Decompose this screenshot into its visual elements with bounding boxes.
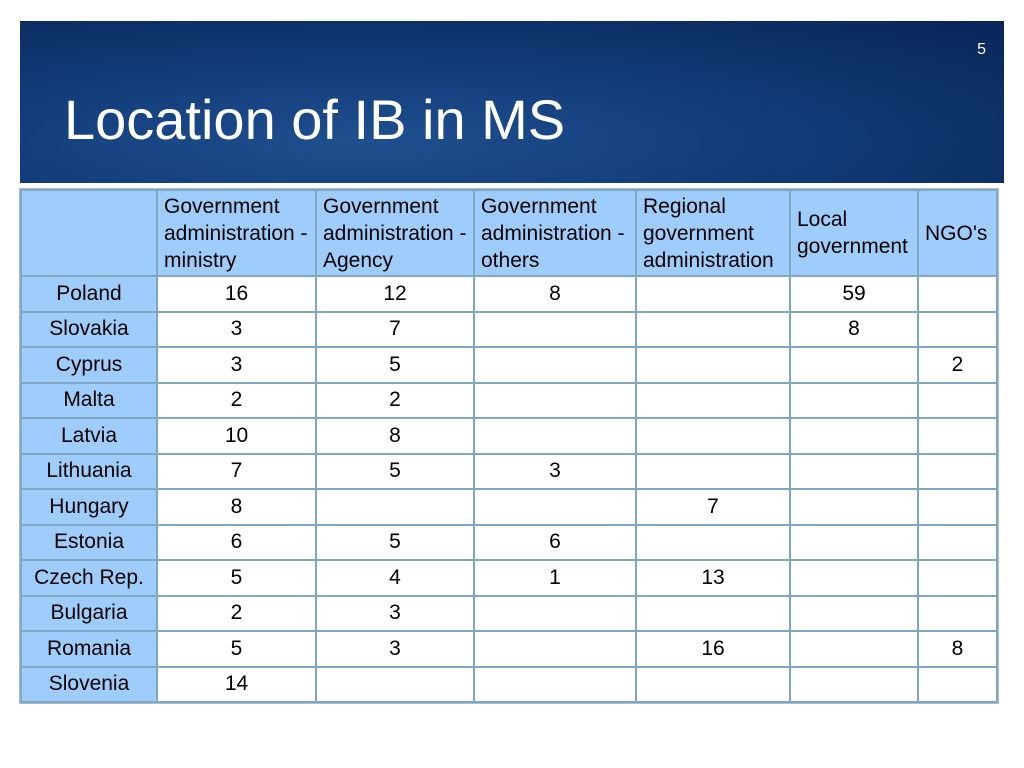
- value-cell-regional-gov: 7: [636, 489, 790, 525]
- value-cell-gov-agency: 5: [316, 347, 474, 383]
- table-row: [21, 454, 997, 490]
- value-cell-ngos: [918, 560, 997, 596]
- value-cell-gov-ministry: 2: [157, 383, 316, 419]
- value-cell-local-gov: [790, 418, 918, 454]
- value-cell-regional-gov: [636, 418, 790, 454]
- value-cell-ngos: [918, 312, 997, 348]
- country-cell: Cyprus: [21, 347, 157, 383]
- value-cell-gov-agency: 5: [316, 454, 474, 490]
- value-cell-regional-gov: [636, 383, 790, 419]
- value-cell-gov-others: 1: [474, 560, 636, 596]
- country-cell: Slovenia: [21, 667, 157, 703]
- value-cell-gov-others: 3: [474, 454, 636, 490]
- value-cell-gov-ministry: 2: [157, 596, 316, 632]
- value-cell-gov-ministry: 10: [157, 418, 316, 454]
- value-cell-regional-gov: 16: [636, 631, 790, 667]
- table-row: [21, 596, 997, 632]
- value-cell-gov-agency: 5: [316, 525, 474, 561]
- value-cell-regional-gov: [636, 667, 790, 703]
- value-cell-gov-others: [474, 418, 636, 454]
- country-cell: Romania: [21, 631, 157, 667]
- value-cell-gov-others: [474, 312, 636, 348]
- value-cell-local-gov: [790, 383, 918, 419]
- value-cell-gov-others: [474, 383, 636, 419]
- value-cell-ngos: 8: [918, 631, 997, 667]
- value-cell-regional-gov: [636, 347, 790, 383]
- table-row: [21, 383, 997, 419]
- value-cell-ngos: [918, 454, 997, 490]
- value-cell-gov-others: [474, 596, 636, 632]
- value-cell-gov-others: [474, 347, 636, 383]
- header-local-gov: Local government: [790, 190, 918, 276]
- value-cell-regional-gov: [636, 454, 790, 490]
- value-cell-regional-gov: [636, 312, 790, 348]
- data-table-container: [19, 188, 999, 704]
- country-cell: Slovakia: [21, 312, 157, 348]
- value-cell-gov-others: [474, 667, 636, 703]
- header-ngos: NGO's: [918, 190, 997, 276]
- title-banner: [20, 21, 1004, 183]
- value-cell-local-gov: [790, 560, 918, 596]
- country-cell: Lithuania: [21, 454, 157, 490]
- value-cell-gov-agency: 8: [316, 418, 474, 454]
- slide-number: 5: [977, 41, 986, 58]
- value-cell-local-gov: 59: [790, 276, 918, 312]
- value-cell-local-gov: [790, 631, 918, 667]
- value-cell-gov-ministry: 3: [157, 312, 316, 348]
- value-cell-gov-ministry: 14: [157, 667, 316, 703]
- value-cell-ngos: [918, 489, 997, 525]
- value-cell-local-gov: [790, 667, 918, 703]
- value-cell-gov-ministry: 3: [157, 347, 316, 383]
- table-row: [21, 525, 997, 561]
- value-cell-ngos: [918, 525, 997, 561]
- table-row: [21, 276, 997, 312]
- table-row: [21, 631, 997, 667]
- value-cell-ngos: 2: [918, 347, 997, 383]
- country-cell: Czech Rep.: [21, 560, 157, 596]
- table-row: [21, 418, 997, 454]
- value-cell-gov-agency: 7: [316, 312, 474, 348]
- value-cell-ngos: [918, 418, 997, 454]
- country-cell: Malta: [21, 383, 157, 419]
- country-cell: Poland: [21, 276, 157, 312]
- value-cell-ngos: [918, 276, 997, 312]
- value-cell-gov-others: [474, 489, 636, 525]
- table-row: [21, 667, 997, 703]
- value-cell-gov-agency: 2: [316, 383, 474, 419]
- header-corner-cell: [21, 190, 157, 276]
- value-cell-gov-agency: [316, 667, 474, 703]
- value-cell-regional-gov: [636, 525, 790, 561]
- country-cell: Latvia: [21, 418, 157, 454]
- value-cell-gov-others: 6: [474, 525, 636, 561]
- country-cell: Estonia: [21, 525, 157, 561]
- value-cell-gov-ministry: 5: [157, 560, 316, 596]
- value-cell-gov-agency: [316, 489, 474, 525]
- value-cell-gov-others: 8: [474, 276, 636, 312]
- value-cell-local-gov: [790, 454, 918, 490]
- value-cell-local-gov: 8: [790, 312, 918, 348]
- table-header-row: [21, 190, 997, 276]
- table-row: [21, 489, 997, 525]
- value-cell-gov-agency: 12: [316, 276, 474, 312]
- value-cell-gov-agency: 4: [316, 560, 474, 596]
- table-row: [21, 560, 997, 596]
- header-gov-ministry: Government administration - ministry: [157, 190, 316, 276]
- value-cell-gov-ministry: 6: [157, 525, 316, 561]
- country-cell: Bulgaria: [21, 596, 157, 632]
- value-cell-gov-ministry: 16: [157, 276, 316, 312]
- value-cell-regional-gov: [636, 276, 790, 312]
- header-regional-gov: Regional government administration: [636, 190, 790, 276]
- value-cell-gov-others: [474, 631, 636, 667]
- value-cell-regional-gov: [636, 596, 790, 632]
- value-cell-regional-gov: 13: [636, 560, 790, 596]
- country-cell: Hungary: [21, 489, 157, 525]
- header-gov-agency: Government administration - Agency: [316, 190, 474, 276]
- value-cell-gov-ministry: 5: [157, 631, 316, 667]
- value-cell-ngos: [918, 596, 997, 632]
- value-cell-gov-agency: 3: [316, 631, 474, 667]
- value-cell-local-gov: [790, 347, 918, 383]
- value-cell-gov-ministry: 8: [157, 489, 316, 525]
- header-gov-others: Government administration - others: [474, 190, 636, 276]
- table-row: [21, 347, 997, 383]
- value-cell-local-gov: [790, 489, 918, 525]
- ib-location-table: [20, 189, 998, 703]
- value-cell-local-gov: [790, 596, 918, 632]
- value-cell-ngos: [918, 383, 997, 419]
- value-cell-ngos: [918, 667, 997, 703]
- value-cell-gov-ministry: 7: [157, 454, 316, 490]
- value-cell-gov-agency: 3: [316, 596, 474, 632]
- slide-title: Location of IB in MS: [64, 88, 566, 151]
- table-body: [21, 276, 997, 702]
- value-cell-local-gov: [790, 525, 918, 561]
- table-row: [21, 312, 997, 348]
